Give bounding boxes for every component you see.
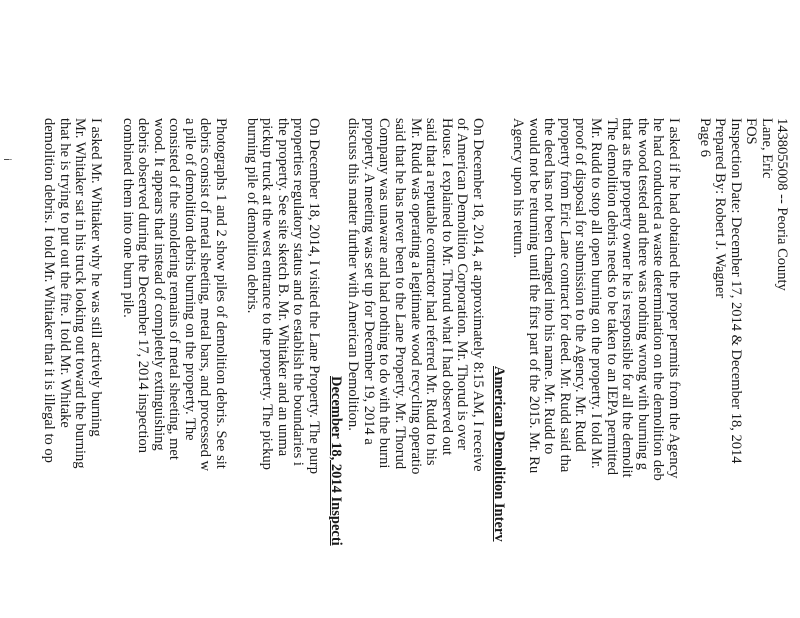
paragraph-line: I asked Mr. Whitaker why he was still actively burning	[88, 118, 104, 437]
paragraph-line: would not be returning until the first part of the 2015. Mr. Ru	[525, 118, 542, 474]
margin-mark: i	[1, 158, 12, 161]
paragraph-line: discuss this matter further with American Demolition.	[345, 118, 362, 431]
paragraph-line: said that a reputable contractor had referred Mr. Rudd to his	[423, 118, 440, 466]
paragraph-line: demolition debris. I told Mr. Whitaker that it is illegal to op	[41, 118, 58, 463]
header-line: FOS	[743, 118, 760, 145]
paragraph-line: a pile of demolition debris burning on the property. The	[182, 118, 198, 441]
section-heading: American Demolition Interv	[491, 366, 507, 542]
paragraph-line: I asked if he had obtained the proper permits from the Agency	[666, 118, 682, 479]
paragraph-line: combined them into one burn pile.	[120, 118, 136, 318]
paragraph-line: the deed has not been changed into his name. Mr. Rudd to	[541, 118, 558, 455]
section-heading: December 18, 2014 Inspecti	[328, 376, 344, 546]
paragraph-line: Mr. Rudd to stop all open burning on the property. I told Mr.	[588, 118, 604, 469]
rotated-document-body	[41, 0, 790, 618]
paragraph-line: debris consist of metal sheeting, metal bars, and processed w	[197, 118, 214, 472]
paragraph-line: wood. It appears that instead of completely extinguishing	[151, 118, 167, 451]
header-line: Page 6	[697, 118, 713, 158]
header-line: Lane, Eric	[758, 118, 775, 179]
paragraph-line: pickup truck at the west entrance to the property. The pickup	[259, 118, 276, 470]
header-line: 1438055008 -- Peoria County	[774, 118, 790, 291]
paragraph-line: Agency upon his return.	[510, 118, 526, 259]
paragraph-line: House. I explained to Mr. Thorud what I had observed out	[438, 118, 455, 456]
paragraph-line: property from Eric Lane contract for deed. Mr. Rudd said tha	[556, 118, 573, 473]
header-line: Prepared By: Robert J. Wagner	[712, 118, 729, 299]
paragraph-line: said that he has never been to the Lane Property. Mr. Thorud	[392, 118, 408, 470]
paragraph-line: that he is trying to put out the fire. I told Mr. Whitake	[57, 118, 73, 428]
paragraph-line: properties regulatory status and to establish the boundaries i	[290, 118, 307, 466]
paragraph-line: proof of disposal for submission to the Agency. Mr. Rudd	[572, 118, 589, 452]
paragraph-line: On December 18, 2014, I visited the Lane Property. The purp	[306, 118, 322, 474]
paragraph-line: property. A meeting was set up for December 19, 2014 a	[360, 118, 377, 445]
paragraph-line: the property. See site sketch B. Mr. Whitaker and an unma	[275, 118, 291, 457]
paragraph-line: The demolition debris needs to be taken to an IEPA permitted	[603, 118, 620, 476]
paragraph-line: debris observed during the December 17, 2014 inspection	[135, 118, 152, 454]
paragraph-line: On December 18, 2014, at approximately 8:15 AM, I receive	[470, 118, 486, 472]
paragraph-line: Photographs 1 and 2 show piles of demolition debris. See sit	[213, 118, 229, 469]
paragraph-line: Mr. Whitaker sat in his truck looking out toward the burning	[72, 118, 89, 469]
paragraph-line: the wood tested and there was nothing wrong with burning g	[634, 118, 651, 470]
header-line: Inspection Date: December 17, 2014 & December 18, 2014	[727, 118, 744, 464]
paragraph-line: of American Demolition Corporation. Mr. Thorud is over	[454, 118, 471, 450]
paragraph-line: that as the property owner he is responsible for all the demolit	[619, 118, 636, 478]
paragraph-line: consisted of the smoldering remains of metal sheeting, met	[166, 118, 183, 460]
paragraph-line: he had conducted a waste determination on the demolition deb	[650, 118, 667, 481]
paragraph-line: Company was unaware and had nothing to do with the burni	[376, 118, 393, 469]
paragraph-line: burning pile of demolition debris.	[244, 118, 260, 314]
paragraph-line: Mr. Rudd was operating a legitimate wood recycling operatio	[407, 118, 424, 475]
